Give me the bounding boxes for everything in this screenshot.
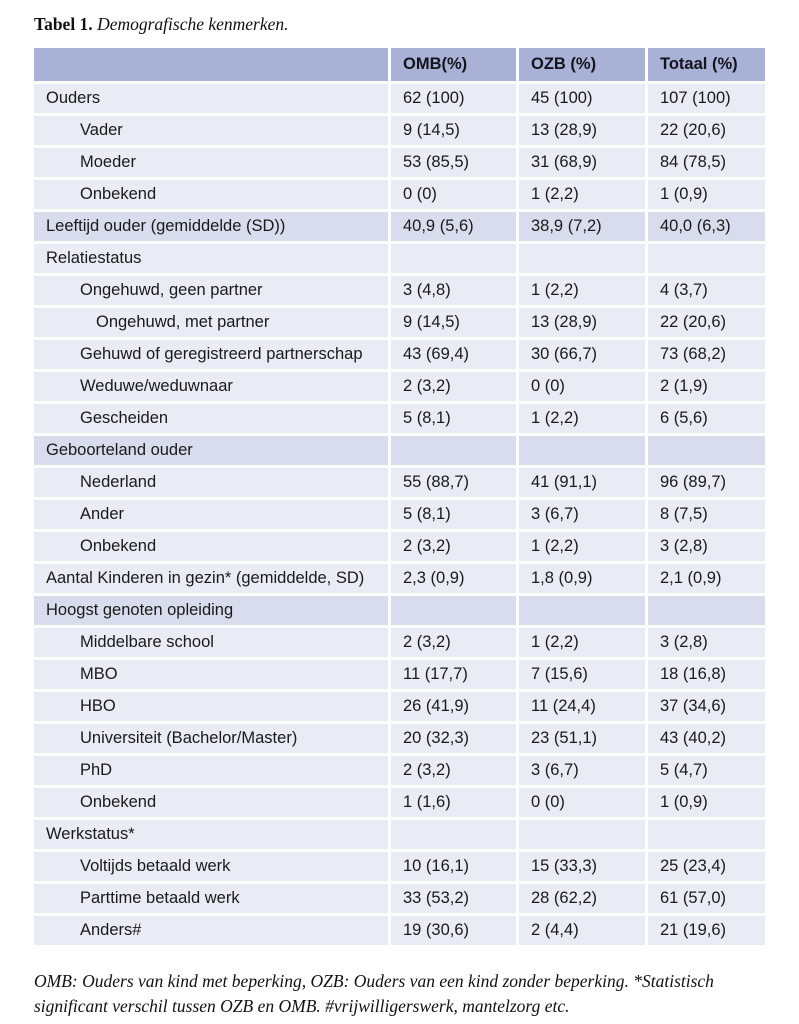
omb-value: 20 (32,3) [391, 724, 519, 753]
row-label: Gescheiden [34, 404, 391, 433]
totaal-value: 6 (5,6) [648, 404, 765, 433]
ozb-value [519, 244, 648, 273]
totaal-value: 2,1 (0,9) [648, 564, 765, 593]
ozb-value: 1 (2,2) [519, 628, 648, 657]
row-label: Aantal Kinderen in gezin* (gemiddelde, SD) [34, 564, 391, 593]
table-row [34, 756, 765, 785]
row-label: Ouders [34, 84, 391, 113]
ozb-value: 11 (24,4) [519, 692, 648, 721]
header-ozb: OZB (%) [519, 48, 648, 81]
ozb-value [519, 820, 648, 849]
ozb-value: 30 (66,7) [519, 340, 648, 369]
totaal-value: 37 (34,6) [648, 692, 765, 721]
table-caption [34, 14, 765, 35]
row-label: Ongehuwd, geen partner [34, 276, 391, 305]
omb-value: 40,9 (5,6) [391, 212, 519, 241]
ozb-value: 1,8 (0,9) [519, 564, 648, 593]
row-label: Hoogst genoten opleiding [34, 596, 391, 625]
omb-value: 1 (1,6) [391, 788, 519, 817]
table-row [34, 852, 765, 881]
row-label: Weduwe/weduwnaar [34, 372, 391, 401]
omb-value: 2 (3,2) [391, 532, 519, 561]
totaal-value: 73 (68,2) [648, 340, 765, 369]
totaal-value: 22 (20,6) [648, 116, 765, 145]
totaal-value [648, 596, 765, 625]
table-row [34, 148, 765, 177]
row-label: Geboorteland ouder [34, 436, 391, 465]
totaal-value: 3 (2,8) [648, 532, 765, 561]
table-row [34, 564, 765, 593]
table-row [34, 404, 765, 433]
totaal-value: 61 (57,0) [648, 884, 765, 913]
table-row [34, 884, 765, 913]
table-row [34, 820, 765, 849]
omb-value: 11 (17,7) [391, 660, 519, 689]
omb-value [391, 436, 519, 465]
table-row [34, 244, 765, 273]
row-label: PhD [34, 756, 391, 785]
totaal-value: 84 (78,5) [648, 148, 765, 177]
totaal-value [648, 820, 765, 849]
ozb-value [519, 436, 648, 465]
row-label: Ongehuwd, met partner [34, 308, 391, 337]
table-footnote: OMB: Ouders van kind met beperking, OZB: Ouders van een kind zonder beperking. *Statistisch significant verschil tussen OZB en OMB. #vrijwilligerswerk, mantelzorg etc. [34, 971, 714, 1017]
ozb-value: 28 (62,2) [519, 884, 648, 913]
omb-value: 19 (30,6) [391, 916, 519, 945]
ozb-value: 1 (2,2) [519, 404, 648, 433]
table-caption-text: Demografische kenmerken. [97, 14, 289, 34]
table-row [34, 84, 765, 113]
omb-value: 2,3 (0,9) [391, 564, 519, 593]
ozb-value: 13 (28,9) [519, 308, 648, 337]
totaal-value: 21 (19,6) [648, 916, 765, 945]
omb-value: 9 (14,5) [391, 116, 519, 145]
omb-value: 53 (85,5) [391, 148, 519, 177]
row-label: Moeder [34, 148, 391, 177]
omb-value [391, 244, 519, 273]
totaal-value: 3 (2,8) [648, 628, 765, 657]
omb-value [391, 820, 519, 849]
row-label: Nederland [34, 468, 391, 497]
row-label: Ander [34, 500, 391, 529]
ozb-value: 41 (91,1) [519, 468, 648, 497]
row-label: Onbekend [34, 180, 391, 209]
totaal-value: 107 (100) [648, 84, 765, 113]
totaal-value: 1 (0,9) [648, 180, 765, 209]
table-body [34, 84, 765, 945]
ozb-value: 45 (100) [519, 84, 648, 113]
ozb-value: 38,9 (7,2) [519, 212, 648, 241]
table-row [34, 276, 765, 305]
ozb-value [519, 596, 648, 625]
omb-value: 0 (0) [391, 180, 519, 209]
ozb-value: 3 (6,7) [519, 756, 648, 785]
omb-value: 9 (14,5) [391, 308, 519, 337]
row-label: Onbekend [34, 532, 391, 561]
totaal-value: 25 (23,4) [648, 852, 765, 881]
demographics-table [34, 48, 765, 945]
totaal-value [648, 436, 765, 465]
ozb-value: 13 (28,9) [519, 116, 648, 145]
row-label: Middelbare school [34, 628, 391, 657]
totaal-value: 5 (4,7) [648, 756, 765, 785]
totaal-value: 22 (20,6) [648, 308, 765, 337]
table-row [34, 500, 765, 529]
ozb-value: 1 (2,2) [519, 180, 648, 209]
ozb-value: 0 (0) [519, 372, 648, 401]
table-row [34, 916, 765, 945]
table-row [34, 788, 765, 817]
omb-value: 33 (53,2) [391, 884, 519, 913]
omb-value: 62 (100) [391, 84, 519, 113]
table-row [34, 692, 765, 721]
row-label: Vader [34, 116, 391, 145]
table-row [34, 212, 765, 241]
totaal-value: 43 (40,2) [648, 724, 765, 753]
row-label: Gehuwd of geregistreerd partnerschap [34, 340, 391, 369]
totaal-value: 8 (7,5) [648, 500, 765, 529]
row-label: Werkstatus* [34, 820, 391, 849]
omb-value: 2 (3,2) [391, 372, 519, 401]
omb-value [391, 596, 519, 625]
ozb-value: 7 (15,6) [519, 660, 648, 689]
table-row [34, 116, 765, 145]
row-label: Universiteit (Bachelor/Master) [34, 724, 391, 753]
omb-value: 5 (8,1) [391, 404, 519, 433]
ozb-value: 1 (2,2) [519, 532, 648, 561]
row-label: HBO [34, 692, 391, 721]
omb-value: 43 (69,4) [391, 340, 519, 369]
table-row [34, 372, 765, 401]
totaal-value: 96 (89,7) [648, 468, 765, 497]
table-header-row [34, 48, 765, 81]
row-label: Leeftijd ouder (gemiddelde (SD)) [34, 212, 391, 241]
table-row [34, 308, 765, 337]
totaal-value: 40,0 (6,3) [648, 212, 765, 241]
ozb-value: 0 (0) [519, 788, 648, 817]
omb-value: 2 (3,2) [391, 756, 519, 785]
row-label: Onbekend [34, 788, 391, 817]
ozb-value: 23 (51,1) [519, 724, 648, 753]
table-row [34, 596, 765, 625]
omb-value: 26 (41,9) [391, 692, 519, 721]
totaal-value: 4 (3,7) [648, 276, 765, 305]
table-row [34, 724, 765, 753]
totaal-value: 1 (0,9) [648, 788, 765, 817]
ozb-value: 2 (4,4) [519, 916, 648, 945]
omb-value: 2 (3,2) [391, 628, 519, 657]
row-label: Anders# [34, 916, 391, 945]
omb-value: 3 (4,8) [391, 276, 519, 305]
row-label: Relatiestatus [34, 244, 391, 273]
table-row [34, 628, 765, 657]
ozb-value: 15 (33,3) [519, 852, 648, 881]
table-caption-label: Tabel 1. [34, 14, 93, 34]
header-totaal: Totaal (%) [648, 48, 765, 81]
table-row [34, 660, 765, 689]
ozb-value: 3 (6,7) [519, 500, 648, 529]
table-row [34, 340, 765, 369]
table-row [34, 532, 765, 561]
totaal-value [648, 244, 765, 273]
header-empty-cell [34, 48, 391, 81]
row-label: MBO [34, 660, 391, 689]
row-label: Parttime betaald werk [34, 884, 391, 913]
totaal-value: 2 (1,9) [648, 372, 765, 401]
row-label: Voltijds betaald werk [34, 852, 391, 881]
omb-value: 10 (16,1) [391, 852, 519, 881]
ozb-value: 31 (68,9) [519, 148, 648, 177]
omb-value: 55 (88,7) [391, 468, 519, 497]
table-row [34, 436, 765, 465]
omb-value: 5 (8,1) [391, 500, 519, 529]
table-row [34, 180, 765, 209]
ozb-value: 1 (2,2) [519, 276, 648, 305]
header-omb: OMB(%) [391, 48, 519, 81]
table-row [34, 468, 765, 497]
totaal-value: 18 (16,8) [648, 660, 765, 689]
